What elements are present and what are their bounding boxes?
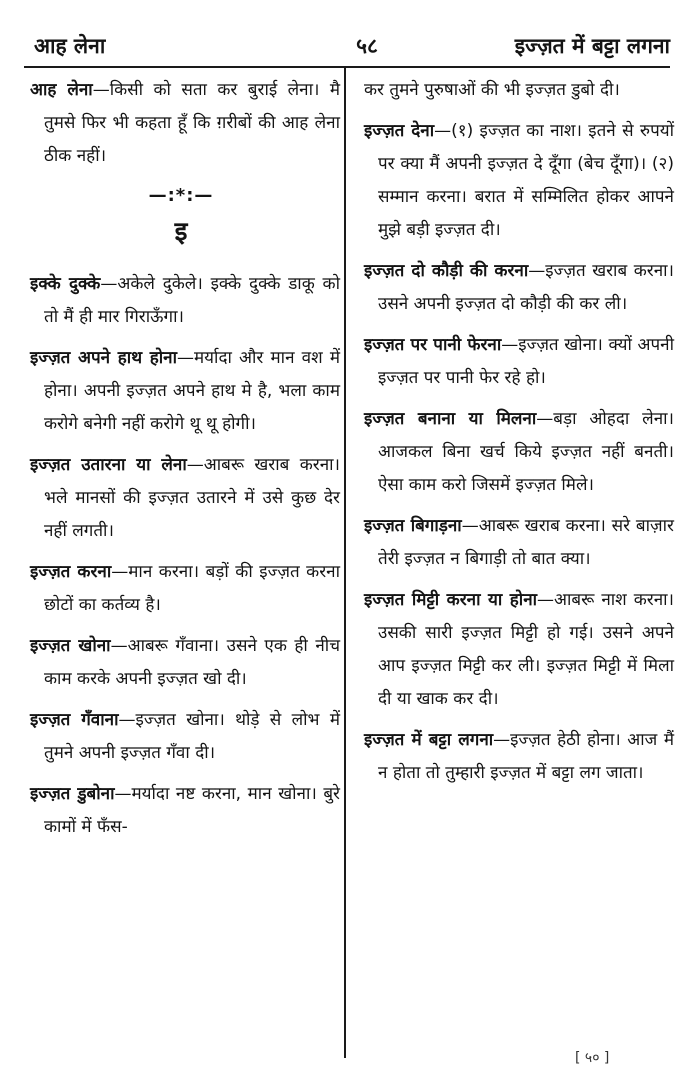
section-separator: —:*:—	[148, 185, 214, 206]
page-number: ५८	[356, 34, 378, 58]
dictionary-entry	[22, 342, 340, 441]
entry-headword: इज्ज़त बनाना या मिलना	[364, 409, 537, 429]
section-letter: इ	[174, 217, 188, 247]
entry-text: —इज्ज़त खोना। क्यों अपनी इज्ज़त पर पानी फेर रहे हो।	[378, 335, 674, 388]
dictionary-entry	[356, 255, 674, 321]
dictionary-entry	[356, 724, 674, 790]
dictionary-entry	[22, 449, 340, 548]
entry-headword: इज्ज़त उतारना या लेना	[30, 455, 187, 475]
entry-text: कर तुमने पुरुषाओं की भी इज्ज़त डुबो दी।	[364, 80, 620, 100]
dictionary-entry	[22, 268, 340, 334]
entry-text: —आबरू खराब करना। भले मानसों की इज्ज़त उतारने में उसे कुछ देर नहीं लगती।	[44, 455, 340, 541]
dictionary-entry	[356, 115, 674, 247]
entry-headword: आह लेना	[30, 80, 93, 100]
entry-text: —मर्यादा और मान वश में होना। अपनी इज्ज़त अपने हाथ मे है, भला काम करोगे बनेगी नहीं करोगे थू थू होगी।	[44, 348, 340, 434]
entry-headword: इक्के दुक्के	[30, 274, 101, 294]
entry-text: —इज्ज़त खोना। थोड़े से लोभ में तुमने अपनी इज्ज़त गँवा दी।	[44, 710, 340, 763]
dictionary-entry	[356, 510, 674, 576]
entry-text: —आबरू गँवाना। उसने एक ही नीच काम करके अपनी इज्ज़त खो दी।	[44, 636, 340, 689]
entry-text: —अकेले दुकेले। इक्के दुक्के डाकू को तो मैं ही मार गिराऊँगा।	[44, 274, 341, 327]
entry-headword: इज्ज़त करना	[30, 562, 112, 582]
dictionary-entry	[22, 778, 340, 844]
entry-text: —मर्यादा नष्ट करना, मान खोना। बुरे कामों में फँस-	[44, 784, 341, 837]
left-column	[22, 74, 340, 852]
dictionary-entry	[22, 556, 340, 622]
dictionary-entry	[22, 74, 340, 173]
entry-headword: इज्ज़त में बट्टा लगना	[364, 730, 494, 750]
entry-text: —आबरू खराब करना। सरे बाज़ार तेरी इज्ज़त न बिगाड़ी तो बात क्या।	[378, 516, 674, 569]
dictionary-entry-continued	[356, 74, 674, 107]
entry-text: —किसी को सता कर बुराई लेना। मै तुमसे फिर भी कहता हूँ कि ग़रीबों की आह लेना ठीक नहीं।	[44, 80, 340, 166]
page-header	[22, 28, 674, 64]
dictionary-entry	[356, 329, 674, 395]
entry-headword: इज्ज़त अपने हाथ होना	[30, 348, 178, 368]
header-right-guideword: इज्ज़त में बट्टा लगना	[514, 34, 670, 58]
entry-text: —(१) इज्ज़त का नाश। इतने से रुपयों पर क्या मैं अपनी इज्ज़त दे दूँगा (बेच दूँगा)। (२) सम्मान करना। बरात में सम्मिलित होकर आपने मुझे बड़ी इज्ज़त दी।	[378, 121, 674, 240]
footer-signature-mark: [ ५० ]	[575, 1050, 610, 1066]
entry-headword: इज्ज़त मिट्टी करना या होना	[364, 590, 538, 610]
header-rule	[24, 66, 670, 68]
dictionary-entry	[356, 403, 674, 502]
entry-headword: इज्ज़त खोना	[30, 636, 111, 656]
dictionary-entry	[356, 584, 674, 716]
entry-headword: इज्ज़त गँवाना	[30, 710, 119, 730]
entry-text: —आबरू नाश करना। उसकी सारी इज्ज़त मिट्टी हो गई। उसने अपने आप इज्ज़त मिट्टी कर ली। इज्ज़त मिट्टी में मिला दी या खाक कर दी।	[378, 590, 674, 709]
entry-headword: इज्ज़त डुबोना	[30, 784, 115, 804]
entry-text: —मान करना। बड़ों की इज्ज़त करना छोटों का कर्तव्य है।	[44, 562, 340, 615]
column-divider	[344, 66, 346, 1058]
entry-text: —इज्ज़त हेठी होना। आज मैं न होता तो तुम्हारी इज्ज़त में बट्टा लग जाता।	[378, 730, 675, 783]
entry-headword: इज्ज़त बिगाड़ना	[364, 516, 462, 536]
dictionary-entry	[22, 704, 340, 770]
dictionary-entry	[22, 630, 340, 696]
entry-headword: इज्ज़त दो कौड़ी की करना	[364, 261, 529, 281]
entry-text: —इज्ज़त खराब करना। उसने अपनी इज्ज़त दो कौड़ी की कर ली।	[378, 261, 674, 314]
right-column	[356, 74, 674, 798]
header-left-guideword: आह लेना	[34, 34, 106, 58]
entry-headword: इज्ज़त देना	[364, 121, 435, 141]
entry-headword: इज्ज़त पर पानी फेरना	[364, 335, 502, 355]
entry-text: —बड़ा ओहदा लेना। आजकल बिना खर्च किये इज्ज़त नहीं बनती। ऐसा काम करो जिसमें इज्ज़त मिले।	[378, 409, 674, 495]
